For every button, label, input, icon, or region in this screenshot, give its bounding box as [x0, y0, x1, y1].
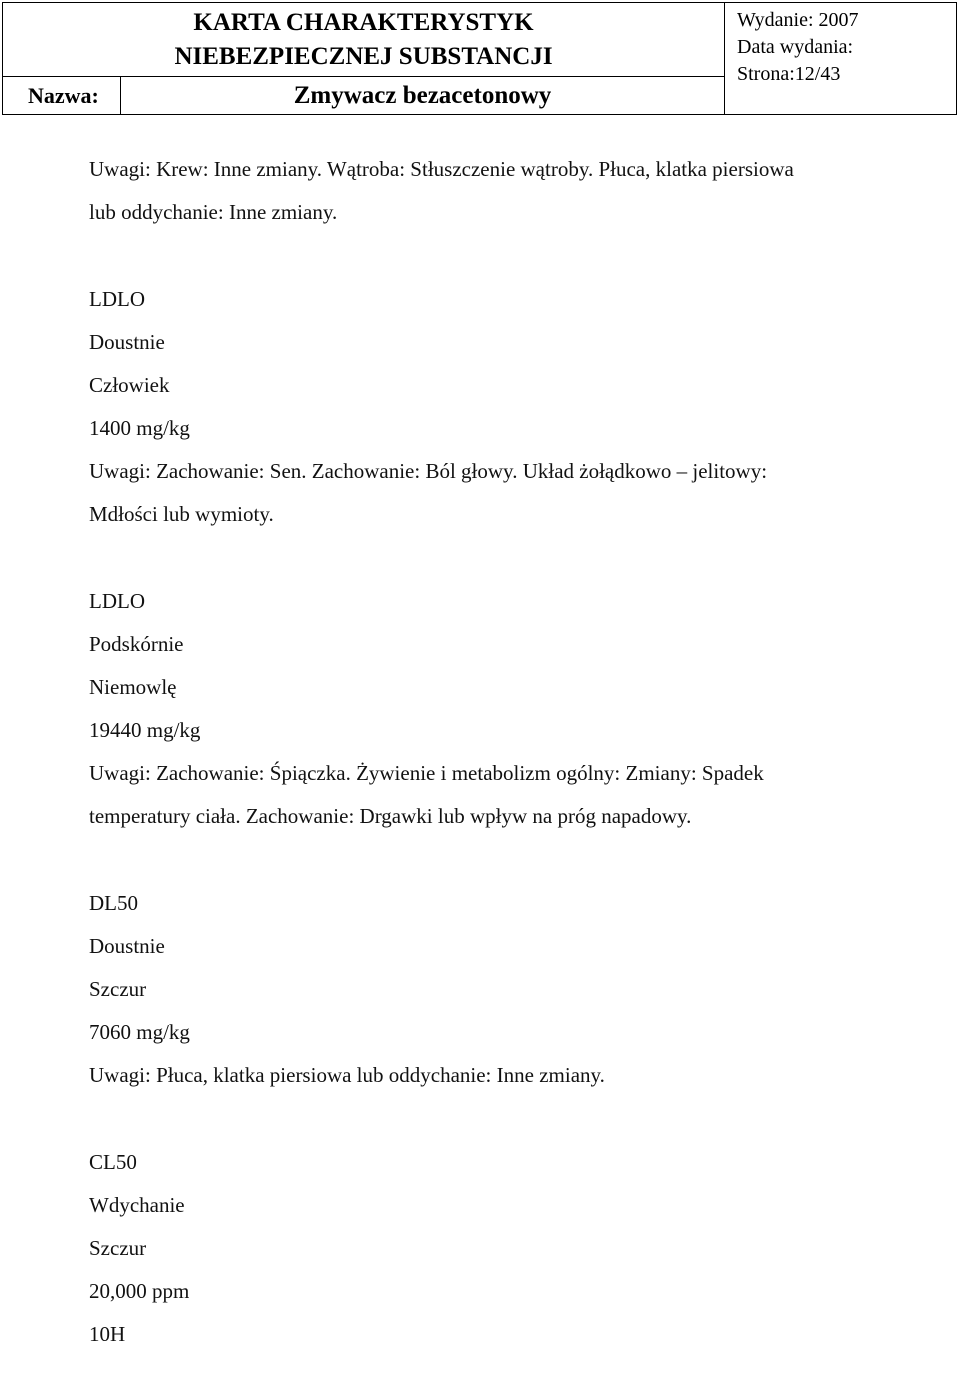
remark-line: temperatury ciała. Zachowanie: Drgawki lub wpływ na próg napadowy.: [89, 804, 692, 828]
remark-line: lub oddychanie: Inne zmiany.: [89, 200, 338, 224]
exposure-route: Wdychanie: [89, 1193, 185, 1217]
test-type: CL50: [89, 1150, 137, 1174]
title-line-2: NIEBEZPIECZNEJ SUBSTANCJI: [174, 42, 553, 70]
toxicity-entry: [89, 580, 929, 838]
test-type: LDLO: [89, 287, 145, 311]
remark-line: Uwagi: Krew: Inne zmiany. Wątroba: Stłuszczenie wątroby. Płuca, klatka piersiowa: [89, 157, 794, 181]
species: Niemowlę: [89, 675, 177, 699]
species: Szczur: [89, 1236, 147, 1260]
remark-line: Uwagi: Płuca, klatka piersiowa lub oddychanie: Inne zmiany.: [89, 1063, 605, 1087]
name-label: Nazwa:: [3, 77, 121, 115]
dose: 20,000 ppm: [89, 1279, 190, 1303]
document-meta: [725, 3, 957, 115]
species: Szczur: [89, 977, 147, 1001]
toxicity-entry: [89, 882, 929, 1097]
product-name: Zmywacz bezacetonowy: [121, 77, 725, 115]
species: Człowiek: [89, 373, 170, 397]
document-title: [3, 3, 725, 77]
edition: Wydanie: 2007: [737, 9, 859, 31]
exposure-route: Doustnie: [89, 934, 165, 958]
remark-line: Mdłości lub wymioty.: [89, 502, 274, 526]
title-line-1: KARTA CHARAKTERYSTYK: [193, 8, 534, 36]
exposure-route: Doustnie: [89, 330, 165, 354]
exposure-duration: 10H: [89, 1322, 126, 1346]
remark-line: Uwagi: Zachowanie: Sen. Zachowanie: Ból głowy. Układ żołądkowo – jelitowy:: [89, 459, 768, 483]
issue-date: Data wydania:: [737, 36, 854, 58]
toxicity-entry: [89, 1141, 929, 1356]
dose: 1400 mg/kg: [89, 416, 190, 440]
exposure-route: Podskórnie: [89, 632, 184, 656]
document-body: [89, 148, 929, 1400]
page-number: Strona:12/43: [737, 63, 841, 85]
toxicity-entry: [89, 278, 929, 536]
remark-line: Uwagi: Zachowanie: Śpiączka. Żywienie i metabolizm ogólny: Zmiany: Spadek: [89, 761, 764, 785]
test-type: DL50: [89, 891, 138, 915]
dose: 7060 mg/kg: [89, 1020, 190, 1044]
remarks-block: [89, 148, 929, 234]
test-type: LDLO: [89, 589, 145, 613]
document-header: [2, 2, 957, 115]
dose: 19440 mg/kg: [89, 718, 201, 742]
